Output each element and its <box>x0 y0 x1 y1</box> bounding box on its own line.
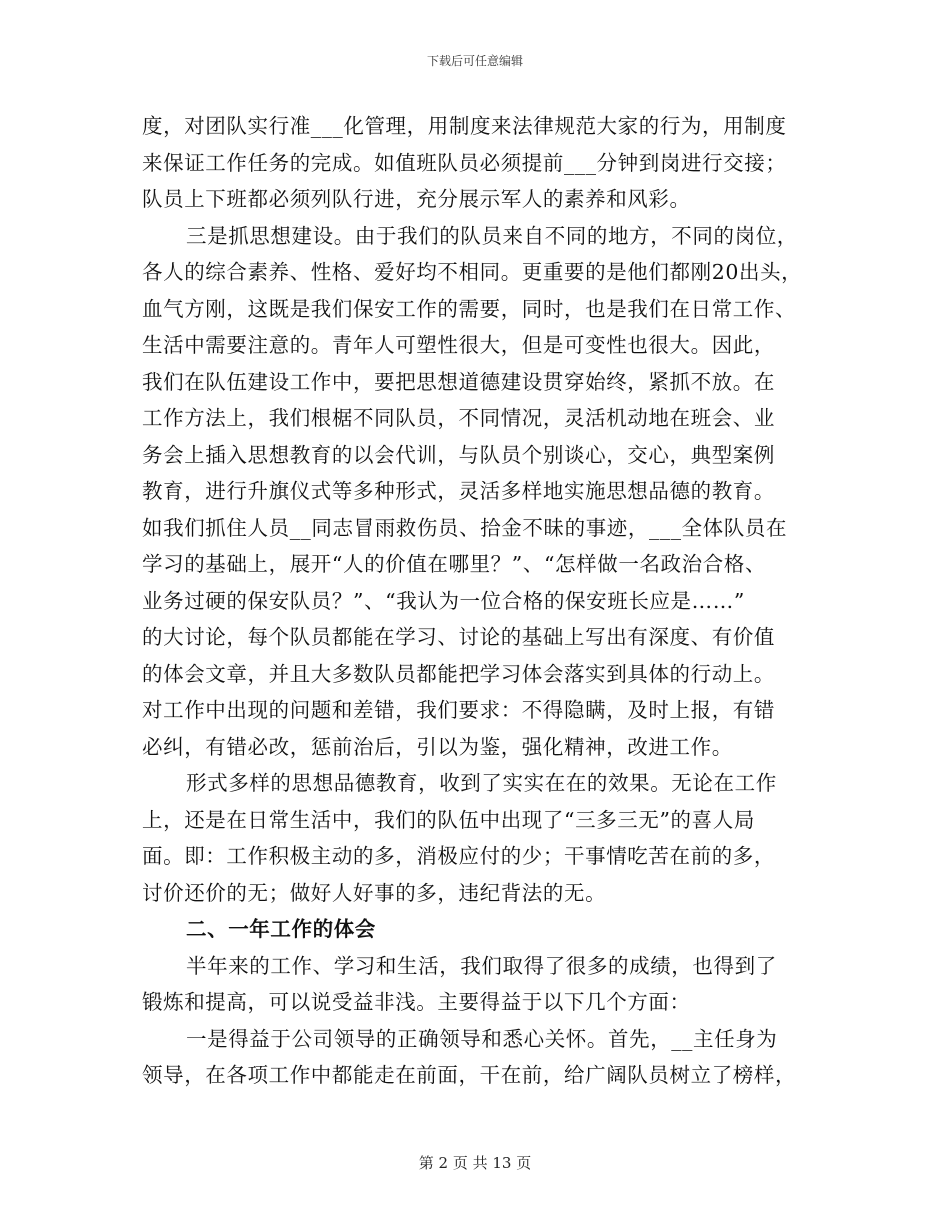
text-line: 血气方刚，这既是我们保安工作的需要，同时，也是我们在日常工作、 <box>142 296 797 321</box>
text-line: 队员上下班都必须列队行进，充分展示军人的素养和风彩。 <box>142 187 691 211</box>
page-header: 下载后可任意编辑 <box>426 54 523 68</box>
text-line: 必纠，有错必改，惩前治后，引以为鉴，强化精神，改进工作。 <box>142 734 733 759</box>
document-body <box>142 108 807 1094</box>
text-line: 领导，在各项工作中都能走在前面，干在前，给广阔队员树立了榜样， <box>142 1063 797 1087</box>
text-line: 工作方法上，我们根椐不同队员，不同情况，灵活机动地在班会、业 <box>142 406 775 430</box>
text-line: 形式多样的思想品德教育，收到了实实在在的效果。无论在工作 <box>186 771 777 795</box>
text-line: 三是抓思想建设。由于我们的队员来自不同的地方，不同的岗位， <box>186 223 798 248</box>
section-heading: 二、一年工作的体会 <box>186 917 376 941</box>
text-line: 学习的基础上，展开“人的价值在哪里？”、“怎样做一名政治合格、 <box>142 552 767 576</box>
text-line: 半年来的工作、学习和生活，我们取得了很多的成绩，也得到了 <box>186 953 777 978</box>
text-line: 教育，进行升旗仪式等多种形式，灵活多样地实施思想品德的教育。 <box>142 479 775 503</box>
text-line: 来保证工作任务的完成。如值班队员必须提前___分钟到岗进行交接； <box>142 150 787 175</box>
text-line: 对工作中出现的问题和差错，我们要求：不得隐瞒，及时上报，有错 <box>142 698 775 722</box>
text-line: 生活中需要注意的。青年人可塑性很大，但是可变性也很大。因此， <box>142 333 775 357</box>
text-line: 的大讨论，每个队员都能在学习、讨论的基础上写出有深度、有价值 <box>142 625 775 649</box>
text-line: 一是得益于公司领导的正确领导和悉心关怀。首先，__主任身为 <box>186 1026 778 1051</box>
text-line: 我们在队伍建设工作中，要把思想道德建设贯穿始终，紧抓不放。在 <box>142 369 775 394</box>
text-line: 如我们抓住人员__同志冒雨救伤员、拾金不昧的事迹，___全体队员在 <box>142 515 788 540</box>
text-line: 讨价还价的无；做好人好事的多，违纪背法的无。 <box>142 880 607 905</box>
text-line: 锻炼和提高，可以说受益非浅。主要得益于以下几个方面： <box>142 990 691 1014</box>
text-line: 各人的综合素养、性格、爱好均不相同。更重要的是他们都刚20出头， <box>142 260 803 284</box>
text-line: 面。即：工作积极主动的多，消极应付的少；干事情吃苦在前的多， <box>142 844 775 868</box>
page-number: 第 2 页 共 13 页 <box>418 1154 532 1172</box>
text-line: 上，还是在日常生活中，我们的队伍中出现了“三多三无”的喜人局 <box>142 807 755 832</box>
text-line: 度，对团队实行准___化管理，用制度来法律规范大家的行为，用制度 <box>142 114 787 138</box>
text-line: 业务过硬的保安队员？”、“我认为一位合格的保安班长应是……” <box>142 588 745 613</box>
text-line: 务会上插入思想教育的以会代训，与队员个别谈心，交心，典型案例 <box>142 442 775 467</box>
text-line: 的体会文章，并且大多数队员都能把学习体会落实到具体的行动上。 <box>142 661 775 686</box>
